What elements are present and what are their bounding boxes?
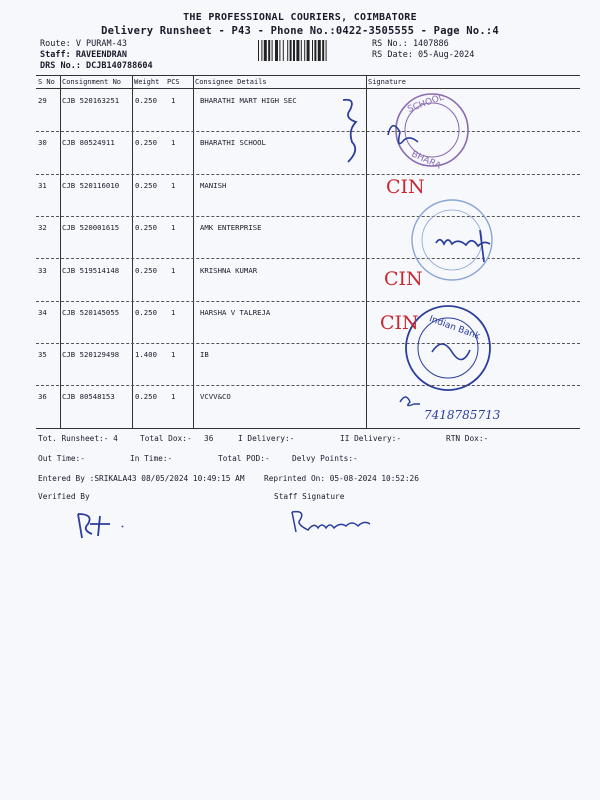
row-sno: 34 bbox=[38, 308, 47, 317]
entered-by: Entered By :SRIKALA43 08/05/2024 10:49:15 AM bbox=[38, 474, 245, 483]
row-consignee: KRISHNA KUMAR bbox=[200, 266, 258, 275]
row-pcs: 1 bbox=[171, 392, 176, 401]
staff-label: Staff: RAVEENDRAN bbox=[40, 50, 127, 60]
row-consignee: BHARATHI MART HIGH SEC bbox=[200, 96, 297, 105]
svg-text:Indian Bank: Indian Bank bbox=[427, 314, 482, 342]
school-stamp bbox=[396, 93, 468, 172]
handwritten-phone: 7418785713 bbox=[424, 408, 501, 422]
rs-date: RS Date: 05-Aug-2024 bbox=[372, 50, 475, 60]
row-sno: 30 bbox=[38, 138, 47, 147]
row-consignment: CJB 520145055 bbox=[62, 308, 120, 317]
signoff-signatures bbox=[60, 500, 380, 550]
row-consignee: VCVV&CO bbox=[200, 392, 231, 401]
signature-scribble bbox=[432, 344, 470, 360]
row-weight: 0.250 bbox=[135, 308, 157, 317]
row-consignment: CJB 80524911 bbox=[62, 138, 115, 147]
cin-mark: CIN bbox=[384, 268, 423, 290]
row-sno: 33 bbox=[38, 266, 47, 275]
col-header-pcs: PCS bbox=[167, 78, 180, 86]
row-weight: 0.250 bbox=[135, 266, 157, 275]
enterprise-stamp bbox=[412, 200, 492, 280]
row-consignment: CJB 520001615 bbox=[62, 223, 120, 232]
row-sno: 36 bbox=[38, 392, 47, 401]
row-consignment: CJB 520129498 bbox=[62, 350, 120, 359]
row-weight: 0.250 bbox=[135, 223, 157, 232]
row-sno: 29 bbox=[38, 96, 47, 105]
col-header-signature: Signature bbox=[368, 78, 406, 86]
row-pcs: 1 bbox=[171, 96, 176, 105]
col-header-consignment: Consignment No bbox=[62, 78, 122, 86]
row-consignment: CJB 520163251 bbox=[62, 96, 120, 105]
signature-area bbox=[330, 90, 580, 430]
svg-text:BHARA: BHARA bbox=[409, 149, 443, 172]
delvy-points: Delvy Points:- bbox=[292, 454, 358, 463]
row-consignee: AMK ENTERPRISE bbox=[200, 223, 262, 232]
row-consignee: HARSHA V TALREJA bbox=[200, 308, 271, 317]
in-time: In Time:- bbox=[130, 454, 173, 463]
signature-scribble bbox=[343, 100, 356, 162]
row-pcs: 1 bbox=[171, 138, 176, 147]
svg-text:SCHOOL: SCHOOL bbox=[406, 92, 446, 115]
rs-number: RS No.: 1407886 bbox=[372, 39, 449, 49]
route-label: Route: V PURAM-43 bbox=[40, 39, 127, 49]
row-weight: 0.250 bbox=[135, 96, 157, 105]
reprinted-on: Reprinted On: 05-08-2024 10:52:26 bbox=[264, 474, 419, 483]
drs-number: DRS No.: DCJB140788604 bbox=[40, 61, 153, 71]
total-dox-value: 36 bbox=[204, 434, 214, 443]
row-consignment: CJB 519514148 bbox=[62, 266, 120, 275]
cin-mark: CIN bbox=[386, 176, 425, 198]
row-pcs: 1 bbox=[171, 308, 176, 317]
cin-mark: CIN bbox=[380, 312, 419, 334]
col-header-weight: Weight bbox=[134, 78, 160, 86]
total-runsheet: Tot. Runsheet:- 4 bbox=[38, 434, 118, 443]
col-header-sno: S No bbox=[38, 78, 55, 86]
row-consignee: BHARATHI SCHOOL bbox=[200, 138, 266, 147]
col-header-consignee: Consignee Details bbox=[195, 78, 267, 86]
row-pcs: 1 bbox=[171, 266, 176, 275]
row-sno: 32 bbox=[38, 223, 47, 232]
i-delivery: I Delivery:- bbox=[238, 434, 295, 443]
row-weight: 0.250 bbox=[135, 181, 157, 190]
verified-signature bbox=[78, 514, 123, 538]
signature-scribble bbox=[400, 397, 420, 406]
row-weight: 0.250 bbox=[135, 138, 157, 147]
verified-by-label: Verified By bbox=[38, 492, 90, 501]
total-dox-label: Total Dox:- bbox=[140, 434, 192, 443]
out-time: Out Time:- bbox=[38, 454, 85, 463]
row-weight: 0.250 bbox=[135, 392, 157, 401]
row-weight: 1.400 bbox=[135, 350, 157, 359]
company-title: THE PROFESSIONAL COURIERS, COIMBATORE bbox=[183, 12, 417, 23]
row-sno: 31 bbox=[38, 181, 47, 190]
rtn-dox: RTN Dox:- bbox=[446, 434, 489, 443]
row-consignee: MANISH bbox=[200, 181, 227, 190]
row-pcs: 1 bbox=[171, 223, 176, 232]
row-sno: 35 bbox=[38, 350, 47, 359]
staff-signature bbox=[292, 512, 370, 532]
row-pcs: 1 bbox=[171, 350, 176, 359]
total-pod: Total POD:- bbox=[218, 454, 270, 463]
row-pcs: 1 bbox=[171, 181, 176, 190]
row-consignee: IB bbox=[200, 350, 209, 359]
row-consignment: CJB 520116010 bbox=[62, 181, 120, 190]
runsheet-subtitle: Delivery Runsheet - P43 - Phone No.:0422-3505555 - Page No.:4 bbox=[101, 25, 499, 37]
row-consignment: CJB 80548153 bbox=[62, 392, 115, 401]
ii-delivery: II Delivery:- bbox=[340, 434, 402, 443]
staff-signature-label: Staff Signature bbox=[274, 492, 345, 501]
signature-scribble bbox=[388, 126, 418, 144]
